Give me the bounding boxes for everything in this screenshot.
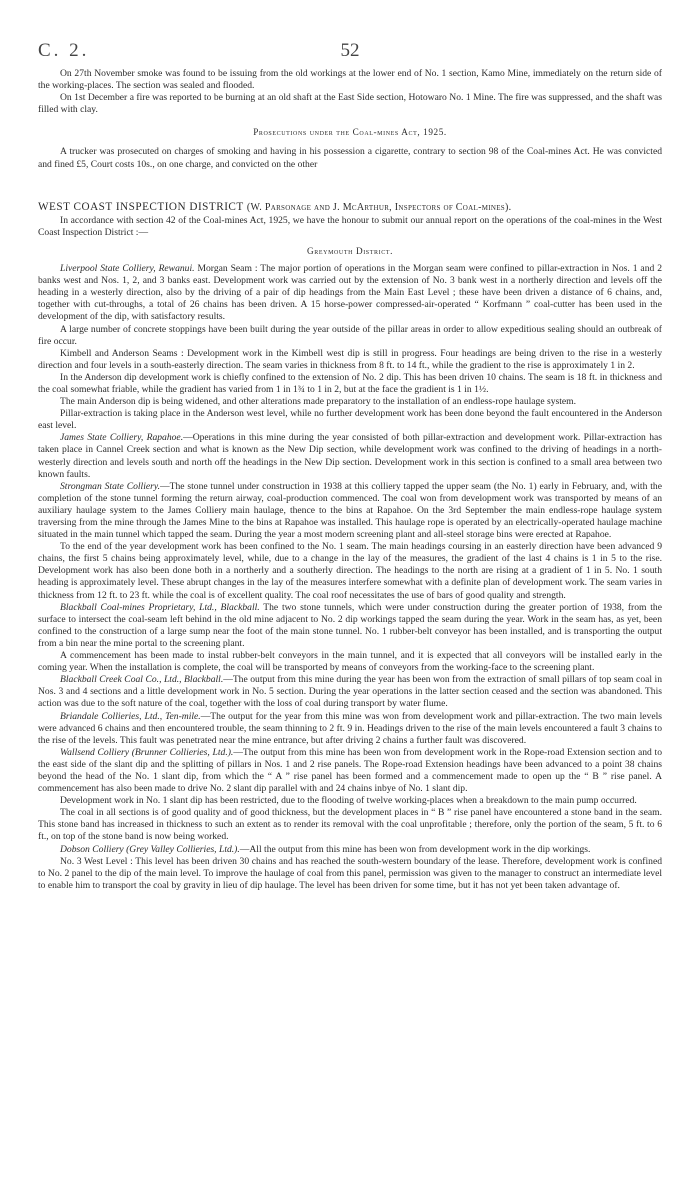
colliery-title: Wallsend Colliery (Brunner Collieries, Ltd.). bbox=[60, 746, 234, 758]
report-paragraph bbox=[38, 650, 662, 674]
paragraph-text: The coal in all sections is of good quality and of good thickness, but the development places in “ B ” rise panel have encountered a stone band in the seam. This stone band has increased in thickness to such an extent as to render its removal with the coal unprofitable ; therefore, only the portion of the seam, 5 ft. to 6 ft., on top of the stone band is now being worked. bbox=[38, 807, 662, 843]
paragraph-text: Morgan Seam : The major portion of operations in the Morgan seam were confined to pillar-extraction in Nos. 1 and 2 banks west and Nos. 1, 2, and 3 banks east. Development work was carried out by the extension of No. 3 bank west in a northerly direction and levels off the heading in a westerly direction, also by the driving of a pair of dip headings from the Main East Level ; these have been driven a distance of 6 chains, and, together with cut-throughs, a total of 26 chains has been driven. A 15 horse-power compressed-air-operated “ Korfmann ” coal-cutter has been used in the development of the dip, with satisfactory results. bbox=[38, 263, 663, 323]
colliery-title: Blackball Coal-mines Proprietary, Ltd., Blackball. bbox=[60, 601, 260, 613]
district-heading bbox=[38, 201, 662, 214]
colliery-title: Liverpool State Colliery, Rewanui. bbox=[60, 263, 195, 275]
document-reference: C. 2. bbox=[38, 40, 90, 61]
page-number: 52 bbox=[340, 40, 360, 61]
colliery-title: Dobson Colliery (Grey Valley Collieries, Ltd.). bbox=[60, 843, 240, 855]
prosecutions-heading: Prosecutions under the Coal-mines Act, 1925. bbox=[253, 127, 447, 138]
district-intro: In accordance with section 42 of the Coal-mines Act, 1925, we have the honour to submit our annual report on the operations of the coal-mines in the West Coast Inspection District :— bbox=[38, 214, 662, 238]
district-name: WEST COAST INSPECTION DISTRICT bbox=[38, 200, 244, 213]
report-paragraph bbox=[38, 807, 662, 843]
paragraph-text: —The stone tunnel under construction in 1938 at this colliery tapped the upper seam (the No. 1) early in February, and, with the completion of the stone tunnel forming the return airway, coal-production commenced. The coal won from development work was transported by means of an auxiliary haulage system to the James Colliery main haulage, thence to the bins at Rapahoe. On the 3rd September the main endless-rope haulage system traversing from the mine through the James Mine to the bins at Rapahoe was installed. This haulage rope is operated by an electrically-operated haulage machine situated in the main tunnel which tapped the seam. During the year a most modern screening plant and all-steel storage bins were erected at Rapahoe. bbox=[38, 480, 662, 541]
paragraph-text: —The output from this mine during the year has been won from the extraction of small pillars of top seam coal in Nos. 3 and 4 sections and a little development work in No. 5 section. During the year operations in the latter section ceased and the section was abandoned. This action was due to the soft nature of the coal, together with the loss of coal during transport by water flume. bbox=[38, 674, 662, 710]
colliery-title: Briandale Collieries, Ltd., Ten-mile. bbox=[60, 710, 201, 722]
page-header bbox=[38, 40, 662, 64]
paragraph-text: —All the output from this mine has been won from development work in the dip workings. bbox=[239, 843, 591, 855]
report-paragraph bbox=[38, 602, 662, 650]
paragraph-text: Kimbell and Anderson Seams : Development work in the Kimbell west dip is still in progress. Four headings are being driven to the rise in a westerly direction and four levels in a south-easterly direction. The seam varies in thickness from 8 ft. to 14 ft., while the gradient to the rise is approximately 1 in 2. bbox=[38, 347, 662, 371]
greymouth-subheading: Greymouth District. bbox=[307, 245, 393, 256]
paragraph-text: To the end of the year development work has been confined to the No. 1 seam. The main headings coursing in an easterly direction have been advanced 9 chains, the first 5 chains being approximately level, while, due to a change in the lay of the measures, the gradient of the last 4 chains is 1 in 5 to the rise. Development work has also been done both in a northerly and a southerly direction. The headings to the north are rising at a gradient of 1 in 5. No. 1 south heading is approximately level. These abrupt changes in the lay of the measures interfere somewhat with a definite plan of development work. The seam varies in thickness from 12 ft. to 23 ft. while the coal is of excellent quality. The coal roof necessitates the use of bars of good quality and strength. bbox=[38, 541, 662, 601]
intro-paragraph: On 1st December a fire was reported to be burning at an old shaft at the East Side section, Hotowaro No. 1 Mine. The fire was suppressed, and the shaft was filled with clay. bbox=[38, 92, 662, 116]
paragraph-text: No. 3 West Level : This level has been driven 30 chains and has reached the south-western boundary of the lease. Therefore, development work is confined to No. 2 panel to the dip of the main level. To improve the haulage of coal from this panel, permission was given to the manager to construct an intermediate level to enable him to transport the coal by gravity in lieu of dip haulage. The level has been driven for some time, but it has not yet been taken advantage of. bbox=[38, 855, 662, 891]
report-paragraph bbox=[38, 674, 662, 710]
report-paragraph bbox=[38, 481, 662, 541]
paragraph-text: The main Anderson dip is being widened, and other alterations made preparatory to the installation of an endless-rope haulage system. bbox=[60, 396, 577, 408]
report-paragraph bbox=[38, 263, 662, 323]
report-paragraph bbox=[38, 711, 662, 747]
report-paragraph bbox=[38, 324, 662, 348]
paragraph-text: —The output for the year from this mine was won from development work and pillar-extraction. The two main levels were advanced 6 chains and then encountered trouble, the seam thinning to 2 ft. 9 in. Headings driven to the rise of the main levels encountered a fault 3 chains to the rise of the levels. This fault was penetrated near the mine entrance, but after driving 2 chains a further fault was discovered. bbox=[38, 710, 662, 746]
report-paragraph bbox=[38, 541, 662, 601]
paragraph-text: The two stone tunnels, which were under construction during the greater portion of 1938, from the surface to intersect the coal-seam left behind in the old mine adjacent to No. 2 dip workings tapped the seam during the year. Work in the seam has, as yet, been confined to the construction of a large sump near the foot of the main stone tunnel. No. 1 rubber-belt conveyor has been installed, and is transporting the output from a bin near the mine portal to the screening plant. bbox=[38, 601, 662, 649]
colliery-title: Blackball Creek Coal Co., Ltd., Blackball. bbox=[60, 674, 224, 686]
report-paragraphs bbox=[38, 263, 662, 892]
prosecutions-paragraph: A trucker was prosecuted on charges of smoking and having in his possession a cigarette, contrary to section 98 of the Coal-mines Act. He was convicted and fined £5, Court costs 10s., on one charge, and convicted on the other bbox=[38, 146, 662, 170]
report-paragraph bbox=[38, 396, 662, 408]
intro-paragraph: On 27th November smoke was found to be issuing from the old workings at the lower end of No. 1 section, Kamo Mine, immediately on the return side of the working-places. The section was sealed and flooded. bbox=[38, 68, 662, 92]
colliery-title: Strongman State Colliery. bbox=[60, 480, 160, 492]
report-paragraph bbox=[38, 432, 662, 480]
paragraph-text: In the Anderson dip development work is chiefly confined to the extension of No. 2 dip. This has been driven 10 chains. The seam is 18 ft. in thickness and the coal somewhat friable, while the gradient has varied from 1 in 1¾ to 1 in 2, but at the face the gradient is 1 in 1½. bbox=[38, 371, 662, 395]
report-paragraph bbox=[38, 408, 662, 432]
report-paragraph bbox=[38, 856, 662, 892]
paragraph-text: Development work in No. 1 slant dip has been restricted, due to the flooding of twelve working-places when a breakdown to the main pump occurred. bbox=[60, 795, 637, 807]
report-paragraph bbox=[38, 372, 662, 396]
paragraph-text: Pillar-extraction is taking place in the Anderson west level, while no further development work has been done beyond the fault encountered in the Anderson east level. bbox=[38, 408, 662, 432]
paragraph-text: A large number of concrete stoppings have been built during the year outside of the pillar areas in order to allow expeditious sealing should an outbreak of fire occur. bbox=[38, 323, 662, 347]
paragraph-text: —Operations in this mine during the year consisted of both pillar-extraction and development work. Pillar-extraction has taken place in Cannel Creek section and what is known as the New Dip section, while development work was confined to the driving of headings in a north-westerly direction and levels south and north off the headings in the New Dip section. Development work in this section is confined to a small area between two known faults. bbox=[38, 432, 662, 480]
report-paragraph bbox=[38, 747, 662, 795]
district-inspectors: (W. Parsonage and J. McArthur, Inspectors of Coal-mines). bbox=[246, 201, 512, 213]
report-paragraph bbox=[38, 348, 662, 372]
report-paragraph bbox=[38, 844, 662, 856]
paragraph-text: —The output from this mine has been won from development work in the Rope-road Extension section and to the east side of the slant dip and the splitting of pillars in Nos. 1 and 2 rise panels. The Rope-road Extension headings have been advanced to a point 38 chains beyond the head of the No. 1 slant dip, from which the “ A ” rise panel has been formed and a commencement made to open up the “ B ” rise panel. A commencement has also been made to drive No. 2 slant dip parallel with and 24 chains inbye of No. 1 slant dip. bbox=[38, 746, 662, 795]
report-paragraph bbox=[38, 795, 662, 807]
paragraph-text: A commencement has been made to instal rubber-belt conveyors in the main tunnel, and it is expected that all conveyors will be installed early in the coming year. When the installation is complete, the coal will be transported by means of conveyors from the working-face to the screening plant. bbox=[38, 650, 662, 674]
colliery-title: James State Colliery, Rapahoe. bbox=[60, 432, 184, 444]
page-body bbox=[38, 68, 662, 892]
